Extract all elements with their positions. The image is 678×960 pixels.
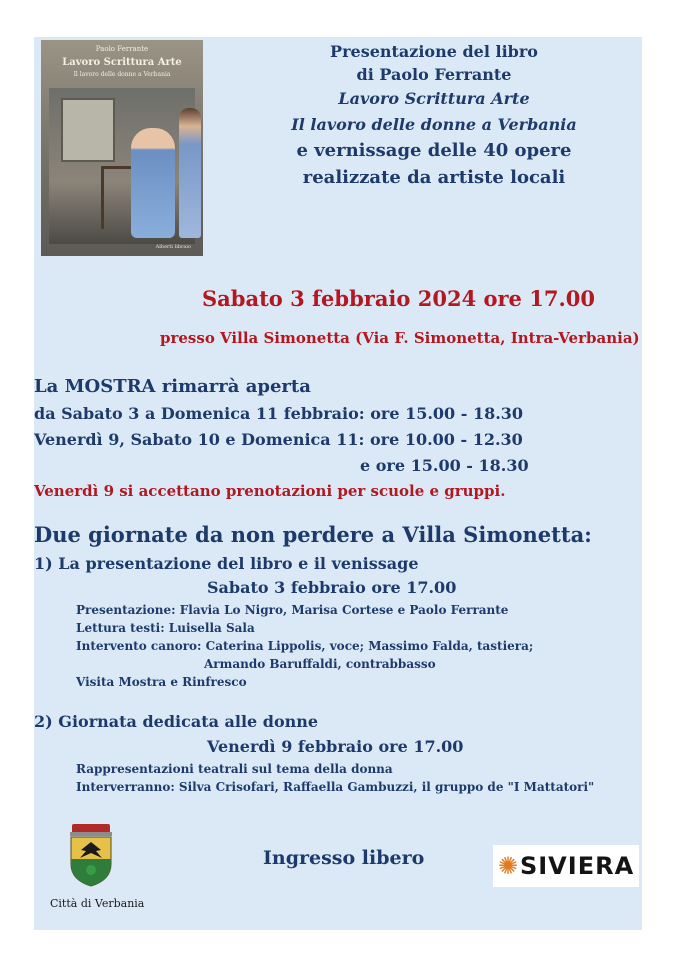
siviera-logo: [493, 845, 639, 887]
day1-title: 1) La presentazione del libro e il venissage: [34, 554, 419, 573]
event-venue: presso Villa Simonetta (Via F. Simonetta, Intra-Verbania): [160, 329, 640, 347]
painting-seated-woman: [131, 128, 175, 238]
entry-free: Ingresso libero: [263, 847, 425, 869]
painting-window: [61, 98, 115, 162]
day2-detail: Rappresentazioni teatrali sul tema della donna: [76, 762, 393, 776]
book-cover-image: [41, 40, 203, 256]
day2-date: Venerdì 9 febbraio ore 17.00: [207, 737, 464, 756]
day1-date: Sabato 3 febbraio ore 17.00: [207, 578, 457, 597]
book-cover-author: Paolo Ferrante: [95, 45, 149, 53]
city-label: Città di Verbania: [50, 897, 145, 910]
painting-standing-woman: [179, 108, 201, 238]
exhibition-hours-2: Venerdì 9, Sabato 10 e Domenica 11: ore 10.00 - 12.30: [34, 430, 523, 449]
exhibition-hours-1: da Sabato 3 a Domenica 11 febbraio: ore 15.00 - 18.30: [34, 404, 524, 423]
book-cover-publisher: Alberti libraio: [155, 244, 191, 250]
header-line-1: Presentazione del libro: [330, 42, 538, 61]
book-cover-title: Lavoro Scrittura Arte: [62, 57, 182, 68]
exhibition-notice: Venerdì 9 si accettano prenotazioni per scuole e gruppi.: [34, 482, 506, 500]
exhibition-heading: La MOSTRA rimarrà aperta: [34, 376, 311, 397]
book-cover-painting: [49, 88, 195, 244]
header-book-title: Lavoro Scrittura Arte: [338, 89, 530, 108]
day2-title: 2) Giornata dedicata alle donne: [34, 712, 319, 731]
book-cover-subtitle: Il lavoro delle donne a Verbania: [73, 71, 171, 78]
day1-detail: Visita Mostra e Rinfresco: [76, 675, 247, 689]
header-line-6: realizzate da artiste locali: [302, 167, 566, 188]
header-line-2: di Paolo Ferrante: [356, 65, 512, 84]
day1-detail: Armando Baruffaldi, contrabbasso: [204, 657, 436, 671]
day2-detail: Interverranno: Silva Crisofari, Raffaella Gambuzzi, il gruppo de "I Mattatori": [76, 780, 595, 794]
day1-detail: Lettura testi: Luisella Sala: [76, 621, 255, 635]
day1-detail: Presentazione: Flavia Lo Nigro, Marisa Cortese e Paolo Ferrante: [76, 603, 509, 617]
event-date-time: Sabato 3 febbraio 2024 ore 17.00: [202, 286, 595, 311]
poster: [34, 37, 642, 930]
header-line-5: e vernissage delle 40 opere: [296, 140, 572, 161]
sun-swirl-icon: ✺: [497, 852, 519, 880]
city-crest-icon: [66, 824, 116, 888]
exhibition-hours-3: e ore 15.00 - 18.30: [360, 456, 529, 475]
days-heading: Due giornate da non perdere a Villa Simonetta:: [34, 522, 592, 547]
siviera-logo-text: SIVIERA: [519, 852, 635, 880]
day1-detail: Intervento canoro: Caterina Lippolis, voce; Massimo Falda, tastiera;: [76, 639, 534, 653]
header-book-subtitle: Il lavoro delle donne a Verbania: [291, 115, 577, 134]
